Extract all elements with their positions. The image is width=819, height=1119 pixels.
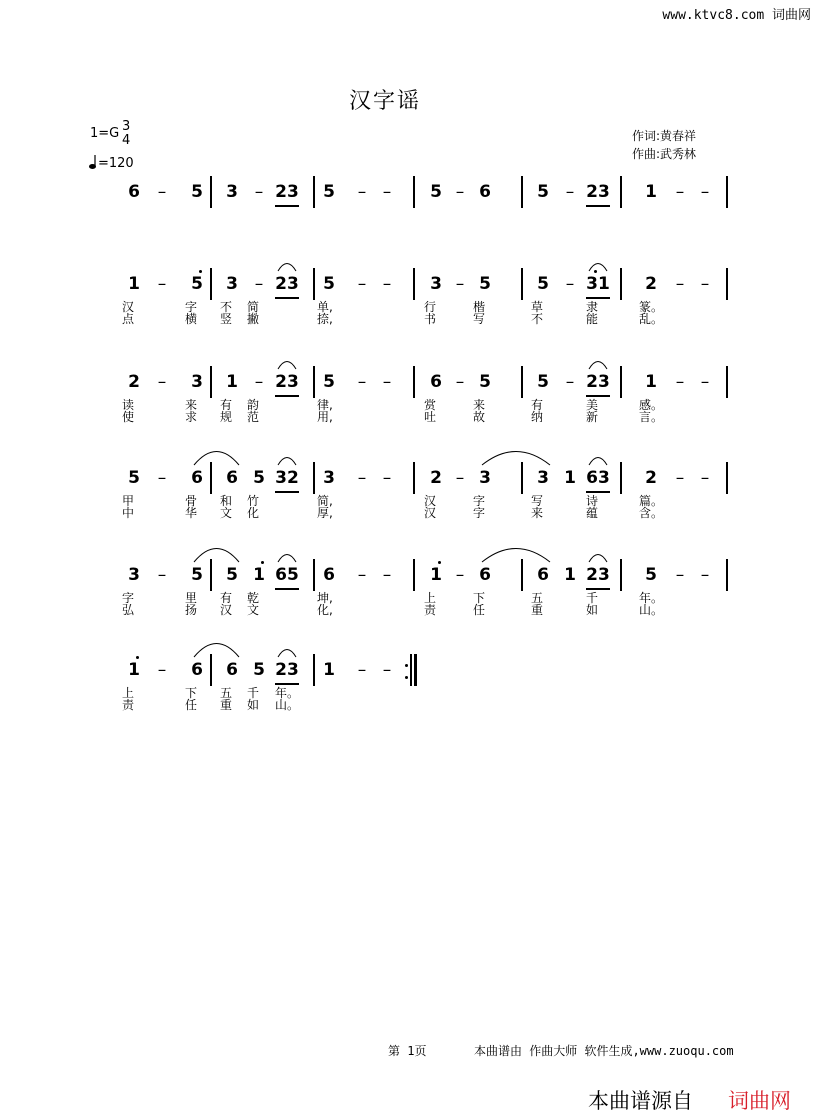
- lyric-syllable: 文: [220, 506, 233, 520]
- note: 5: [253, 660, 265, 680]
- note: 6: [537, 565, 549, 585]
- lyric-syllable: 山。: [639, 603, 664, 617]
- note: 5: [479, 274, 491, 294]
- composer: 作曲:武秀林: [632, 147, 697, 161]
- score-system: [0, 466, 819, 526]
- score-system: [0, 658, 819, 718]
- note: 6: [128, 182, 140, 202]
- lyric-syllable: 撇: [247, 312, 260, 326]
- note-dash: –: [455, 274, 465, 294]
- lyric-syllable: 读: [122, 398, 135, 412]
- note: 3: [537, 468, 549, 488]
- lyric-syllable: 文: [247, 603, 260, 617]
- score-system: [0, 370, 819, 430]
- note: 65: [275, 565, 299, 585]
- lyric-syllable: 如: [586, 603, 599, 617]
- lyric-syllable: 年。: [275, 686, 300, 700]
- note: 6: [226, 468, 238, 488]
- lyric-syllable: 范: [247, 410, 260, 424]
- note: 5: [479, 372, 491, 392]
- note: 5: [128, 468, 140, 488]
- lyric-syllable: 隶: [586, 300, 599, 314]
- note-dash: –: [565, 182, 575, 202]
- lyric-syllable: 简: [247, 300, 260, 314]
- note: 5: [430, 182, 442, 202]
- note: 1: [253, 565, 265, 585]
- note-dash: –: [675, 274, 685, 294]
- lyric-syllable: 横: [185, 312, 198, 326]
- note: 3: [226, 182, 238, 202]
- note: 5: [323, 274, 335, 294]
- lyric-syllable: 竖: [220, 312, 233, 326]
- note-dash: –: [382, 182, 392, 202]
- lyric-syllable: 篆。: [639, 300, 664, 314]
- tempo-value: =120: [98, 156, 134, 171]
- lyric-syllable: 乾: [247, 591, 260, 605]
- lyric-syllable: 重: [220, 698, 233, 712]
- lyric-syllable: 楷: [473, 300, 486, 314]
- lyric-syllable: 有: [220, 398, 233, 412]
- note: 63: [586, 468, 610, 488]
- footer-text: 本曲谱由 作曲大师 软件生成,www.zuoqu.com: [474, 1044, 734, 1058]
- lyric-syllable: 捺,: [317, 312, 333, 326]
- note: 3: [128, 565, 140, 585]
- note: 1: [564, 468, 576, 488]
- lyric-syllable: 里: [185, 591, 198, 605]
- note: 1: [430, 565, 442, 585]
- note: 23: [586, 182, 610, 202]
- note-dash: –: [455, 565, 465, 585]
- slur-arc: [588, 553, 608, 563]
- lyric-syllable: 纳: [531, 410, 544, 424]
- note: 1: [564, 565, 576, 585]
- slur-arc: [277, 553, 297, 563]
- note-dash: –: [382, 372, 392, 392]
- note-dash: –: [157, 468, 167, 488]
- lyric-syllable: 来: [531, 506, 544, 520]
- lyric-syllable: 含。: [639, 506, 664, 520]
- note-dash: –: [382, 565, 392, 585]
- note-dash: –: [675, 182, 685, 202]
- lyric-syllable: 任: [473, 603, 486, 617]
- note: 23: [586, 372, 610, 392]
- lyric-syllable: 用,: [317, 410, 333, 424]
- note: 1: [323, 660, 335, 680]
- slur-arc: [481, 450, 551, 466]
- note: 3: [430, 274, 442, 294]
- lyric-syllable: 千: [247, 686, 260, 700]
- slur-arc: [277, 360, 297, 370]
- note-dash: –: [675, 565, 685, 585]
- note-dash: –: [254, 372, 264, 392]
- note-dash: –: [455, 468, 465, 488]
- slur-arc: [193, 642, 240, 658]
- note-dash: –: [382, 468, 392, 488]
- note-dash: –: [157, 182, 167, 202]
- note: 31: [586, 274, 610, 294]
- note: 5: [226, 565, 238, 585]
- note-dash: –: [455, 182, 465, 202]
- lyric-syllable: 责: [122, 698, 135, 712]
- time-signature: [122, 120, 130, 148]
- note: 1: [645, 182, 657, 202]
- footer-page: 第 1页: [388, 1044, 427, 1058]
- lyric-syllable: 新: [586, 410, 599, 424]
- lyric-syllable: 汉: [122, 300, 135, 314]
- lyric-syllable: 字: [185, 300, 198, 314]
- note: 2: [645, 274, 657, 294]
- slur-arc: [277, 648, 297, 658]
- note: 6: [479, 565, 491, 585]
- note-dash: –: [700, 565, 710, 585]
- lyric-syllable: 单,: [317, 300, 333, 314]
- note-dash: –: [700, 372, 710, 392]
- lyric-syllable: 化,: [317, 603, 333, 617]
- note: 6: [323, 565, 335, 585]
- note: 32: [275, 468, 299, 488]
- lyric-syllable: 任: [185, 698, 198, 712]
- lyric-syllable: 字: [473, 506, 486, 520]
- note: 5: [323, 372, 335, 392]
- lyric-syllable: 有: [220, 591, 233, 605]
- note: 6: [430, 372, 442, 392]
- lyric-syllable: 使: [122, 410, 135, 424]
- slur-arc: [277, 456, 297, 466]
- note-dash: –: [357, 468, 367, 488]
- lyric-syllable: 五: [220, 686, 233, 700]
- lyric-syllable: 扬: [185, 603, 198, 617]
- lyric-syllable: 草: [531, 300, 544, 314]
- lyric-syllable: 华: [185, 506, 198, 520]
- note-dash: –: [357, 565, 367, 585]
- note-dash: –: [382, 660, 392, 680]
- note-dash: –: [565, 372, 575, 392]
- lyric-syllable: 中: [122, 506, 135, 520]
- note: 23: [275, 660, 299, 680]
- lyric-syllable: 来: [473, 398, 486, 412]
- lyric-syllable: 上: [424, 591, 437, 605]
- note-dash: –: [700, 182, 710, 202]
- lyric-syllable: 简,: [317, 494, 333, 508]
- lyric-syllable: 汉: [424, 506, 437, 520]
- note: 1: [128, 274, 140, 294]
- note: 5: [253, 468, 265, 488]
- note: 5: [645, 565, 657, 585]
- note-dash: –: [565, 274, 575, 294]
- tempo-marking: [88, 154, 134, 171]
- note: 23: [275, 372, 299, 392]
- score-system: [0, 563, 819, 623]
- note-dash: –: [455, 372, 465, 392]
- lyric-syllable: 千: [586, 591, 599, 605]
- note-dash: –: [357, 660, 367, 680]
- lyric-syllable: 不: [531, 312, 544, 326]
- lyric-syllable: 篇。: [639, 494, 664, 508]
- note: 5: [537, 182, 549, 202]
- note: 5: [191, 182, 203, 202]
- note: 5: [191, 274, 203, 294]
- note-dash: –: [357, 182, 367, 202]
- note: 3: [191, 372, 203, 392]
- lyricist: 作词:黄春祥: [632, 129, 697, 143]
- lyric-syllable: 下: [185, 686, 198, 700]
- note-dash: –: [157, 565, 167, 585]
- note: 2: [128, 372, 140, 392]
- lyric-syllable: 赏: [424, 398, 437, 412]
- note: 6: [479, 182, 491, 202]
- lyric-syllable: 行: [424, 300, 437, 314]
- lyric-syllable: 弘: [122, 603, 135, 617]
- lyric-syllable: 点: [122, 312, 135, 326]
- note-dash: –: [357, 274, 367, 294]
- lyric-syllable: 律,: [317, 398, 333, 412]
- lyric-syllable: 化: [247, 506, 260, 520]
- song-title: 汉字谣: [348, 89, 421, 114]
- lyric-syllable: 规: [220, 410, 233, 424]
- lyric-syllable: 甲: [122, 494, 135, 508]
- lyric-syllable: 求: [185, 410, 198, 424]
- note-dash: –: [254, 274, 264, 294]
- lyric-syllable: 年。: [639, 591, 664, 605]
- lyric-syllable: 下: [473, 591, 486, 605]
- note: 23: [275, 274, 299, 294]
- note: 5: [537, 274, 549, 294]
- score-system: [0, 180, 819, 240]
- lyric-syllable: 书: [424, 312, 437, 326]
- note-dash: –: [157, 372, 167, 392]
- note: 23: [275, 182, 299, 202]
- note-dash: –: [157, 274, 167, 294]
- note-dash: –: [382, 274, 392, 294]
- lyric-syllable: 汉: [220, 603, 233, 617]
- lyric-syllable: 美: [586, 398, 599, 412]
- lyric-syllable: 如: [247, 698, 260, 712]
- lyric-syllable: 重: [531, 603, 544, 617]
- time-sig-bottom: 4: [122, 133, 131, 148]
- lyric-syllable: 字: [473, 494, 486, 508]
- note: 5: [323, 182, 335, 202]
- lyric-syllable: 不: [220, 300, 233, 314]
- note: 1: [128, 660, 140, 680]
- note-dash: –: [254, 182, 264, 202]
- lyric-syllable: 乱。: [639, 312, 664, 326]
- lyric-syllable: 坤,: [317, 591, 333, 605]
- lyric-syllable: 来: [185, 398, 198, 412]
- lyric-syllable: 五: [531, 591, 544, 605]
- lyric-syllable: 上: [122, 686, 135, 700]
- note-dash: –: [700, 274, 710, 294]
- source-site[interactable]: 词曲网: [728, 1089, 791, 1113]
- note: 23: [586, 565, 610, 585]
- key-signature: 1=G: [90, 126, 120, 141]
- quarter-note-icon: [88, 154, 98, 170]
- lyric-syllable: 感。: [639, 398, 664, 412]
- lyric-syllable: 厚,: [317, 506, 333, 520]
- note: 5: [537, 372, 549, 392]
- slur-arc: [588, 360, 608, 370]
- note: 2: [430, 468, 442, 488]
- score-system: [0, 272, 819, 332]
- slur-arc: [277, 262, 297, 272]
- lyric-syllable: 故: [473, 410, 486, 424]
- note: 6: [226, 660, 238, 680]
- note-dash: –: [675, 372, 685, 392]
- lyric-syllable: 言。: [639, 410, 664, 424]
- slur-arc: [588, 456, 608, 466]
- note-dash: –: [157, 660, 167, 680]
- lyric-syllable: 责: [424, 603, 437, 617]
- note-dash: –: [675, 468, 685, 488]
- lyric-syllable: 有: [531, 398, 544, 412]
- lyric-syllable: 汉: [424, 494, 437, 508]
- note: 2: [645, 468, 657, 488]
- lyric-syllable: 写: [531, 494, 544, 508]
- lyric-syllable: 蕴: [586, 506, 599, 520]
- lyric-syllable: 写: [473, 312, 486, 326]
- note: 6: [191, 468, 203, 488]
- slur-arc: [481, 547, 551, 563]
- lyric-syllable: 韵: [247, 398, 260, 412]
- note: 3: [226, 274, 238, 294]
- lyric-syllable: 字: [122, 591, 135, 605]
- note: 6: [191, 660, 203, 680]
- slur-arc: [193, 547, 240, 563]
- lyric-syllable: 诗: [586, 494, 599, 508]
- source-label: 本曲谱源自: [588, 1089, 693, 1113]
- time-sig-top: 3: [122, 119, 131, 134]
- lyric-syllable: 山。: [275, 698, 300, 712]
- note-dash: –: [700, 468, 710, 488]
- slur-arc: [193, 450, 240, 466]
- lyric-syllable: 和: [220, 494, 233, 508]
- slur-arc: [588, 262, 608, 272]
- note: 1: [226, 372, 238, 392]
- note: 1: [645, 372, 657, 392]
- lyric-syllable: 骨: [185, 494, 198, 508]
- lyric-syllable: 能: [586, 312, 599, 326]
- lyric-syllable: 竹: [247, 494, 260, 508]
- note: 3: [323, 468, 335, 488]
- site-url[interactable]: www.ktvc8.com 词曲网: [662, 8, 811, 23]
- note-dash: –: [357, 372, 367, 392]
- lyric-syllable: 吐: [424, 410, 437, 424]
- note: 3: [479, 468, 491, 488]
- note: 5: [191, 565, 203, 585]
